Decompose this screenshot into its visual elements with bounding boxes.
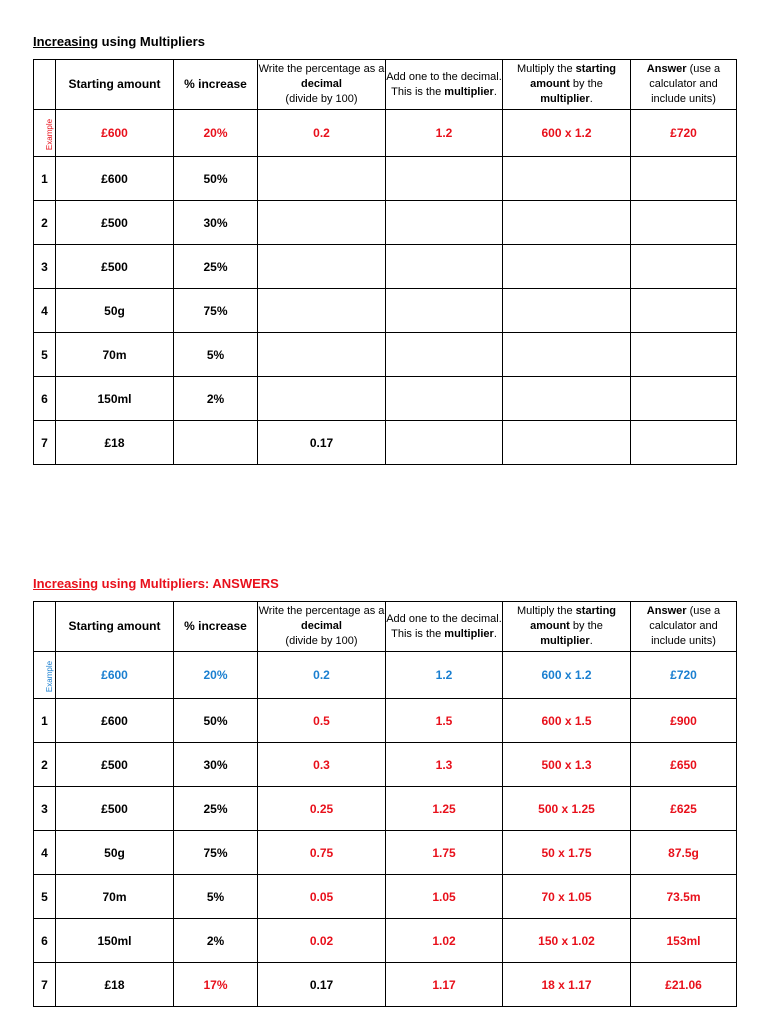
header-row (34, 602, 737, 652)
cell-answer: 87.5g (631, 831, 737, 875)
example-answer: £720 (631, 110, 737, 157)
row-number: 7 (34, 421, 56, 465)
cell-start: 150ml (56, 377, 174, 421)
row-number: 5 (34, 333, 56, 377)
cell-start: £600 (56, 157, 174, 201)
cell-start: £500 (56, 787, 174, 831)
cell-answer: £625 (631, 787, 737, 831)
cell-decimal (258, 201, 386, 245)
row-number: 3 (34, 787, 56, 831)
title-rest: using Multipliers: ANSWERS (98, 576, 279, 591)
cell-multiplier (386, 289, 503, 333)
table-row (34, 245, 737, 289)
row-number: 4 (34, 289, 56, 333)
cell-answer (631, 421, 737, 465)
cell-decimal: 0.02 (258, 919, 386, 963)
table-row (34, 201, 737, 245)
cell-start: 50g (56, 289, 174, 333)
cell-calc: 600 x 1.5 (503, 699, 631, 743)
cell-calc (503, 245, 631, 289)
worksheet-table (33, 59, 737, 465)
example-label: Example (45, 118, 55, 151)
cell-answer: £21.06 (631, 963, 737, 1007)
example-label-cell (34, 110, 56, 157)
header-num (34, 60, 56, 110)
cell-start: £500 (56, 201, 174, 245)
table-row (34, 831, 737, 875)
cell-answer (631, 157, 737, 201)
cell-multiplier: 1.17 (386, 963, 503, 1007)
cell-start: £500 (56, 245, 174, 289)
cell-calc (503, 377, 631, 421)
cell-start: 150ml (56, 919, 174, 963)
table-row (34, 377, 737, 421)
cell-start: 70m (56, 875, 174, 919)
header-calculation: Multiply the starting amount by the multiplier. (503, 602, 631, 652)
cell-calc: 50 x 1.75 (503, 831, 631, 875)
cell-pct: 75% (174, 831, 258, 875)
example-multiplier: 1.2 (386, 110, 503, 157)
cell-pct: 30% (174, 743, 258, 787)
table-row (34, 787, 737, 831)
cell-answer (631, 289, 737, 333)
cell-pct: 5% (174, 875, 258, 919)
cell-multiplier (386, 157, 503, 201)
cell-calc: 18 x 1.17 (503, 963, 631, 1007)
cell-start: 50g (56, 831, 174, 875)
example-row (34, 652, 737, 699)
example-decimal: 0.2 (258, 110, 386, 157)
title-underlined-word: Increasing (33, 576, 99, 591)
cell-pct: 2% (174, 919, 258, 963)
example-pct: 20% (174, 110, 258, 157)
cell-decimal: 0.25 (258, 787, 386, 831)
row-number: 2 (34, 201, 56, 245)
example-calc: 600 x 1.2 (503, 652, 631, 699)
cell-decimal: 0.17 (258, 963, 386, 1007)
header-starting-amount: Starting amount (56, 60, 174, 110)
cell-pct: 75% (174, 289, 258, 333)
cell-decimal: 0.3 (258, 743, 386, 787)
header-num (34, 602, 56, 652)
header-answer: Answer (use a calculator and include units) (631, 60, 737, 110)
table-row (34, 743, 737, 787)
table-row (34, 157, 737, 201)
worksheet-title (33, 34, 205, 49)
header-decimal: Write the percentage as a decimal (divide by 100) (258, 60, 386, 110)
table-row (34, 699, 737, 743)
answers-table (33, 601, 737, 1007)
row-number: 6 (34, 919, 56, 963)
cell-calc: 70 x 1.05 (503, 875, 631, 919)
cell-decimal: 0.05 (258, 875, 386, 919)
cell-pct: 50% (174, 157, 258, 201)
cell-multiplier (386, 333, 503, 377)
cell-pct: 2% (174, 377, 258, 421)
cell-calc (503, 201, 631, 245)
cell-answer: 153ml (631, 919, 737, 963)
cell-pct: 5% (174, 333, 258, 377)
answers-title (33, 576, 279, 591)
header-percent-increase: % increase (174, 602, 258, 652)
cell-decimal (258, 289, 386, 333)
cell-answer (631, 377, 737, 421)
cell-pct: 50% (174, 699, 258, 743)
table-row (34, 875, 737, 919)
cell-start: 70m (56, 333, 174, 377)
cell-answer (631, 201, 737, 245)
header-decimal: Write the percentage as a decimal (divide by 100) (258, 602, 386, 652)
cell-multiplier: 1.02 (386, 919, 503, 963)
table-row (34, 421, 737, 465)
cell-pct: 25% (174, 787, 258, 831)
cell-calc: 500 x 1.3 (503, 743, 631, 787)
cell-calc (503, 157, 631, 201)
cell-multiplier: 1.25 (386, 787, 503, 831)
cell-decimal (258, 157, 386, 201)
cell-decimal: 0.75 (258, 831, 386, 875)
cell-pct (174, 421, 258, 465)
cell-answer: 73.5m (631, 875, 737, 919)
cell-start: £600 (56, 699, 174, 743)
cell-multiplier (386, 421, 503, 465)
example-label-cell (34, 652, 56, 699)
header-multiplier: Add one to the decimal. This is the multiplier. (386, 60, 503, 110)
row-number: 4 (34, 831, 56, 875)
example-label: Example (45, 660, 55, 693)
cell-start: £500 (56, 743, 174, 787)
table-row (34, 919, 737, 963)
cell-decimal (258, 377, 386, 421)
cell-multiplier: 1.5 (386, 699, 503, 743)
cell-answer: £900 (631, 699, 737, 743)
example-pct: 20% (174, 652, 258, 699)
table-row (34, 333, 737, 377)
cell-multiplier (386, 201, 503, 245)
example-multiplier: 1.2 (386, 652, 503, 699)
cell-multiplier: 1.75 (386, 831, 503, 875)
cell-decimal (258, 333, 386, 377)
row-number: 5 (34, 875, 56, 919)
table-row (34, 963, 737, 1007)
row-number: 1 (34, 699, 56, 743)
example-decimal: 0.2 (258, 652, 386, 699)
cell-decimal: 0.5 (258, 699, 386, 743)
example-calc: 600 x 1.2 (503, 110, 631, 157)
cell-start: £18 (56, 963, 174, 1007)
cell-pct: 17% (174, 963, 258, 1007)
cell-calc (503, 333, 631, 377)
cell-answer (631, 333, 737, 377)
title-underlined-word: Increasing (33, 34, 99, 49)
cell-calc (503, 421, 631, 465)
row-number: 7 (34, 963, 56, 1007)
cell-answer (631, 245, 737, 289)
header-answer: Answer (use a calculator and include units) (631, 602, 737, 652)
cell-calc (503, 289, 631, 333)
cell-start: £18 (56, 421, 174, 465)
cell-calc: 500 x 1.25 (503, 787, 631, 831)
header-multiplier: Add one to the decimal. This is the multiplier. (386, 602, 503, 652)
row-number: 2 (34, 743, 56, 787)
cell-multiplier (386, 245, 503, 289)
header-calculation: Multiply the starting amount by the multiplier. (503, 60, 631, 110)
header-starting-amount: Starting amount (56, 602, 174, 652)
table-row (34, 289, 737, 333)
cell-multiplier (386, 377, 503, 421)
cell-answer: £650 (631, 743, 737, 787)
row-number: 6 (34, 377, 56, 421)
cell-pct: 30% (174, 201, 258, 245)
row-number: 3 (34, 245, 56, 289)
example-row (34, 110, 737, 157)
cell-multiplier: 1.3 (386, 743, 503, 787)
row-number: 1 (34, 157, 56, 201)
example-answer: £720 (631, 652, 737, 699)
cell-multiplier: 1.05 (386, 875, 503, 919)
header-percent-increase: % increase (174, 60, 258, 110)
title-rest: using Multipliers (98, 34, 205, 49)
header-row (34, 60, 737, 110)
example-start: £600 (56, 110, 174, 157)
cell-pct: 25% (174, 245, 258, 289)
example-start: £600 (56, 652, 174, 699)
cell-decimal (258, 245, 386, 289)
cell-calc: 150 x 1.02 (503, 919, 631, 963)
cell-decimal: 0.17 (258, 421, 386, 465)
